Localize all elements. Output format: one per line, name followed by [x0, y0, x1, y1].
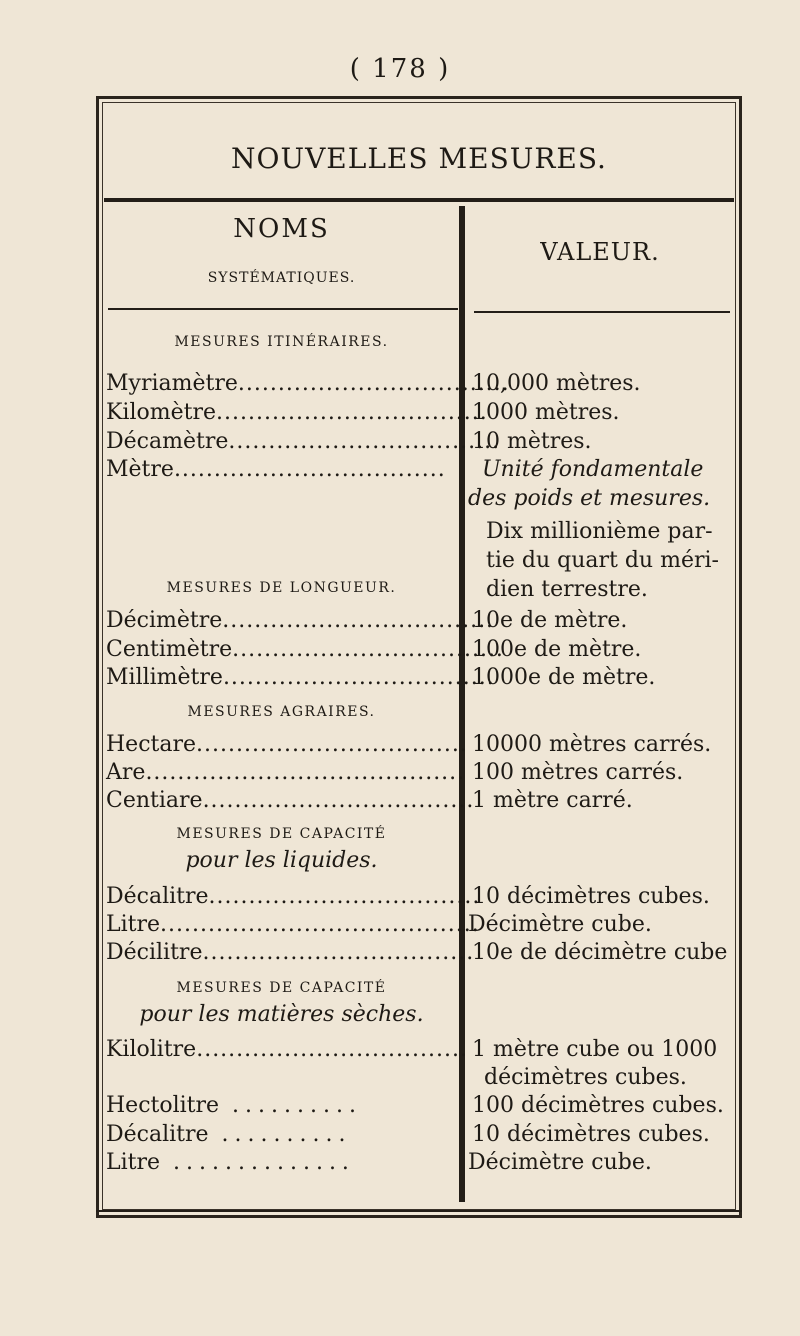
row-name-decilitre: Décilitre..................................	[106, 940, 475, 965]
row-name-centiare: Centiare..................................	[106, 788, 475, 813]
row-value-decalitre-liquides: 10 décimètres cubes.	[472, 884, 710, 909]
row-value-myriametre: 10,000 mètres.	[472, 371, 641, 396]
row-value-kilolitre-1: 1 mètre cube ou 1000	[472, 1037, 718, 1062]
row-value-litre-liquides: Décimètre cube.	[468, 912, 652, 937]
row-value-hectare: 10000 mètres carrés.	[472, 732, 712, 757]
row-value-metre-1: Unité fondamentale	[482, 457, 704, 482]
row-name-millimetre: Millimètre..................................	[106, 665, 495, 690]
row-value-centiare: 1 mètre carré.	[472, 788, 633, 813]
row-value-kilolitre-2: décimètres cubes.	[484, 1065, 687, 1090]
row-value-kilometre: 1000 mètres.	[472, 400, 620, 425]
header-rule-right	[474, 311, 730, 313]
section-itineraires: MESURES ITINÉRAIRES.	[174, 334, 389, 350]
section-longueur: MESURES DE LONGUEUR.	[166, 580, 397, 596]
row-name-centimetre: Centimètre..................................	[106, 637, 504, 662]
header-rule-left	[108, 308, 458, 310]
page-number: ( 178 )	[349, 54, 451, 84]
row-name-hectare: Hectare..................................	[106, 732, 468, 757]
row-value-centimetre: 100e de mètre.	[472, 637, 642, 662]
row-name-decimetre: Décimètre..................................	[106, 608, 495, 633]
row-value-are: 100 mètres carrés.	[472, 760, 684, 785]
row-value-hectolitre: 100 décimètres cubes.	[472, 1093, 724, 1118]
row-name-decalitre-seches: Décalitre ..........	[106, 1122, 352, 1147]
row-value-litre-seches: Décimètre cube.	[468, 1150, 652, 1175]
row-value-metre-4: tie du quart du méri-	[486, 548, 719, 573]
row-name-decalitre-liquides: Décalitre..................................	[106, 884, 481, 909]
section-capacite-seches-sub: pour les matières sèches.	[139, 1002, 424, 1027]
row-name-metre: Mètre..................................	[106, 457, 446, 482]
section-capacite-liquides: MESURES DE CAPACITÉ	[176, 826, 387, 842]
row-value-millimetre: 1000e de mètre.	[472, 665, 656, 690]
row-name-decametre: Décamètre..................................	[106, 429, 501, 454]
title-rule	[104, 198, 734, 202]
row-value-metre-3: Dix millionième par-	[486, 519, 713, 544]
row-name-kilolitre: Kilolitre..................................	[106, 1037, 468, 1062]
section-capacite-liquides-sub: pour les liquides.	[185, 848, 378, 873]
section-agraires: MESURES AGRAIRES.	[187, 704, 376, 720]
row-name-hectolitre: Hectolitre ..........	[106, 1093, 362, 1118]
header-noms: NOMS	[233, 214, 330, 244]
section-capacite-seches: MESURES DE CAPACITÉ	[176, 980, 387, 996]
row-value-metre-2: des poids et mesures.	[468, 486, 711, 511]
row-name-litre-liquides: Litre........................................	[106, 912, 480, 937]
row-name-myriametre: Myriamètre..................................	[106, 371, 510, 396]
row-value-decimetre: 10e de mètre.	[472, 608, 628, 633]
row-value-decalitre-seches: 10 décimètres cubes.	[472, 1122, 710, 1147]
row-value-decilitre: 10e de décimètre cube	[472, 940, 728, 965]
row-value-decametre: 10 mètres.	[472, 429, 592, 454]
row-name-litre-seches: Litre ..............	[106, 1150, 355, 1175]
header-systematiques: SYSTÉMATIQUES.	[207, 270, 356, 286]
page-title: NOUVELLES MESURES.	[231, 142, 607, 175]
row-name-kilometre: Kilomètre..................................	[106, 400, 488, 425]
bottom-rule	[96, 1210, 742, 1212]
header-valeur: VALEUR.	[540, 238, 660, 266]
row-name-are: Are........................................	[106, 760, 466, 785]
row-value-metre-5: dien terrestre.	[486, 577, 648, 602]
